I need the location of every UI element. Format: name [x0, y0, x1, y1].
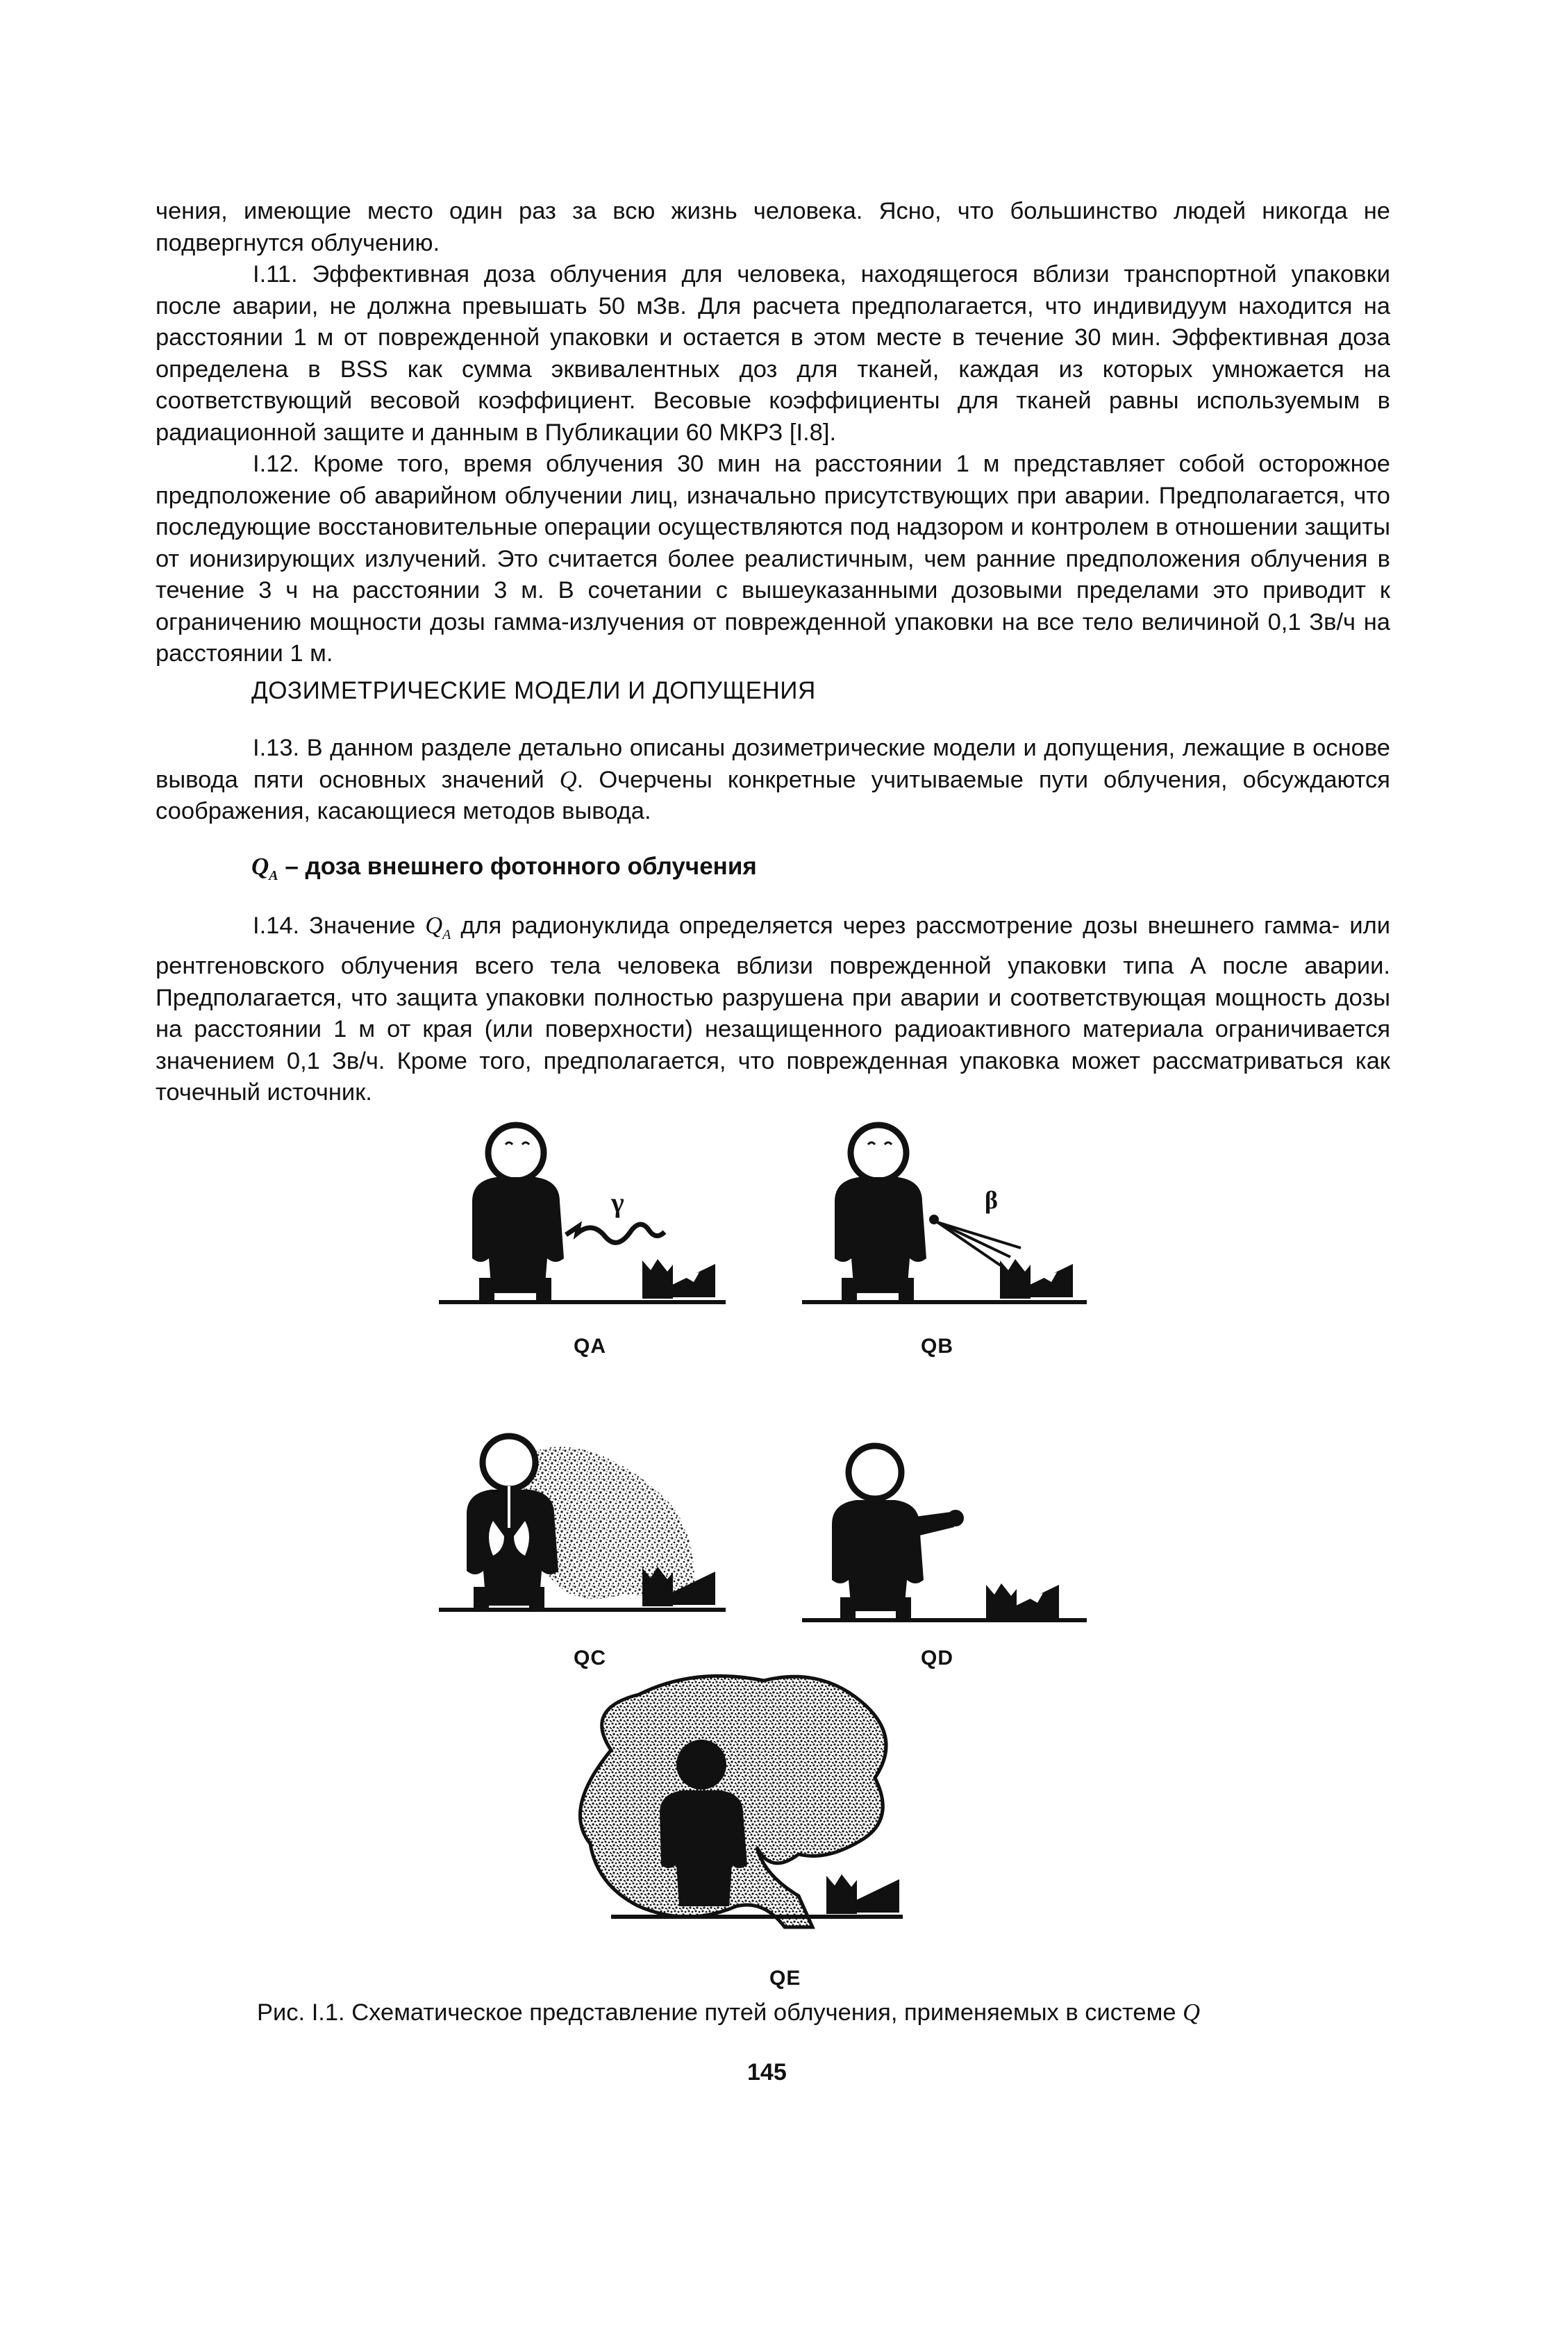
- panel-qe: [580, 1676, 903, 1927]
- gamma-symbol: γ: [611, 1187, 624, 1218]
- paragraph-i13: [156, 733, 1390, 828]
- paragraph-i12: I.12. Кроме того, время облучения 30 мин на расстоянии 1 м представляет собой осторожное предположение об аварийном облучении лиц, изначально присутствующих при аварии. Предполагается, что последующие восстановительные операции осуществляются под надзором и контролем в отношении защиты от ионизирующих излучений. Это считается более реалистичным, чем ранние предположения облучения в течение 3 ч на расстоянии 3 м. В сочетании с вышеуказанными дозовыми пределами это приводит к ограничению мощности дозы гамма-излучения от поврежденной упаковки на все тело величиной 0,1 Зв/ч на расстоянии 1 м.: [156, 451, 1390, 667]
- person-figure-qe: [660, 1740, 747, 1906]
- qa-symbol-inline: Q: [425, 913, 443, 939]
- body-text-i14: [156, 910, 1390, 1109]
- page-number: 145: [747, 2059, 787, 2085]
- body-text-top: [156, 196, 1390, 670]
- radioactive-cloud-qe: [580, 1676, 886, 1927]
- body-text-i13: [156, 733, 1390, 828]
- beta-particle-rays: [931, 1216, 1021, 1267]
- damaged-package-qe: [826, 1874, 899, 1914]
- figure-caption: [257, 1999, 1200, 2026]
- label-qc: QC: [574, 1647, 606, 1670]
- paragraph-i14: [156, 910, 1390, 1109]
- paragraph-continuation: чения, имеющие место один раз за всю жизнь человека. Ясно, что большинство людей никогда не подвергнутся облучению.: [156, 198, 1390, 256]
- paragraph-i13-part1: I.13. В данном разделе детально описаны дозиметрические модели и допущения, лежащие в основе вывода пяти основных значений: [156, 735, 1390, 793]
- person-figure-qc: [467, 1436, 558, 1610]
- qa-subscript-inline: A: [442, 926, 451, 942]
- panel-qa: [439, 1125, 726, 1302]
- qa-subscript: A: [269, 868, 278, 883]
- person-figure-qb: [835, 1125, 926, 1302]
- label-qb: QB: [921, 1335, 953, 1358]
- paragraph-i11: I.11. Эффективная доза облучения для человека, находящегося вблизи транспортной упаковки после аварии, не должна превышать 50 мЗв. Для расчета предполагается, что индивидуум находится на расстоянии 1 м от поврежденной упаковки и остается в этом месте в течение 30 мин. Эффективная доза определена в BSS как сумма эквивалентных доз для тканей, каждая из которых умножается на соответствующий весовой коэффициент. Весовые коэффициенты для тканей равны используемым в радиационной защите и данным в Публикации 60 МКРЗ [I.8].: [156, 261, 1390, 446]
- label-qe: QE: [769, 1967, 801, 1990]
- damaged-package-qb: [1000, 1259, 1073, 1299]
- label-qd: QD: [921, 1647, 953, 1670]
- panel-qd: [802, 1446, 1087, 1620]
- panel-qc: [439, 1436, 726, 1610]
- airborne-dust-cloud-qc: [514, 1447, 694, 1604]
- subsection-heading: [251, 853, 757, 884]
- q-symbol: Q: [559, 766, 577, 793]
- damaged-package-qd: [986, 1583, 1059, 1618]
- panel-qb: [802, 1125, 1087, 1302]
- subsection-heading-text: – доза внешнего фотонного облучения: [278, 853, 757, 880]
- qa-symbol: Q: [251, 853, 269, 880]
- lungs-icon: [489, 1521, 529, 1556]
- paragraph-i14-part2: для радионуклида определяется через рассмотрение дозы внешнего гамма- или рентгеновского облучения всего тела человека вблизи поврежденной упаковки типа А после аварии. Предполагается, что защита упаковки полностью разрушена при аварии и соответствующая мощность дозы на расстоянии 1 м от края (или поверхности) незащищенного радиоактивного материала ограничивается значением 0,1 Зв/ч. Кроме того, предполагается, что поврежденная упаковка может рассматриваться как точечный источник.: [156, 913, 1391, 1106]
- paragraph-i14-part1: I.14. Значение: [253, 913, 426, 939]
- person-figure-qa: [472, 1125, 564, 1302]
- paragraph-i13-part2: . Очерчены конкретные учитываемые пути облучения, обсуждаются соображения, касающиеся методов вывода.: [156, 766, 1390, 824]
- gamma-ray-wave: [566, 1224, 665, 1242]
- damaged-package-qc: [642, 1567, 715, 1606]
- figure-caption-text: Рис. I.1. Схематическое представление путей облучения, применяемых в системе: [257, 1999, 1183, 2026]
- beta-symbol: β: [985, 1186, 998, 1214]
- label-qa: QA: [574, 1335, 606, 1358]
- damaged-package-qa: [642, 1259, 715, 1299]
- figure-caption-q: Q: [1183, 1999, 1201, 2026]
- person-figure-qd: [832, 1446, 964, 1620]
- section-heading: ДОЗИМЕТРИЧЕСКИЕ МОДЕЛИ И ДОПУЩЕНИЯ: [251, 677, 816, 704]
